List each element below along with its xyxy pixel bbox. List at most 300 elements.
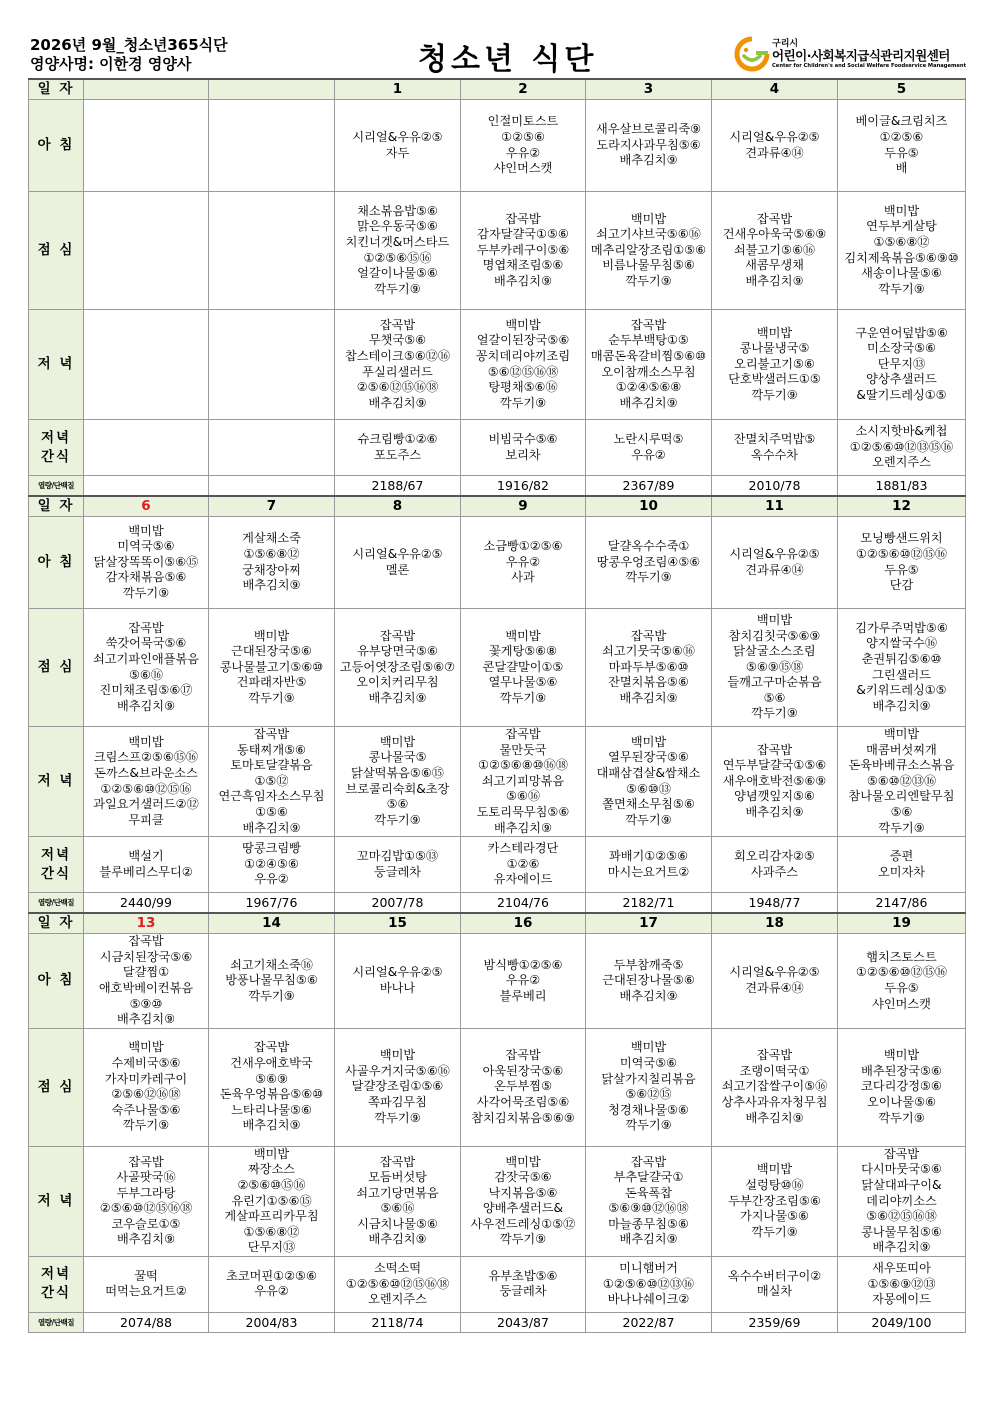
menu-item: 매콤돈육갈비찜⑤⑥⑩ (590, 348, 707, 363)
breakfast-row (29, 517, 966, 609)
menu-item: ⑤⑥⑯ (505, 789, 541, 804)
breakfast-label (29, 100, 84, 192)
breakfast-cell (335, 517, 461, 609)
menu-item: 오리불고기⑤⑥ (734, 356, 815, 371)
menu-item: 꼬마김밥①⑤⑬ (356, 849, 439, 864)
menu-item: 모닝빵샌드위치 (860, 531, 943, 546)
menu-item: 소금빵①②⑤⑥ (483, 539, 563, 554)
lunch-cell (335, 192, 461, 310)
dinner-cell (461, 310, 586, 420)
breakfast-cell (209, 100, 335, 192)
menu-item: 도라지사과무침⑤⑥ (596, 137, 701, 152)
menu-item: 깍두기⑨ (248, 988, 295, 1003)
row-label-text: 열량/단백질 (38, 1317, 74, 1327)
row-label-text: 저 녁 (37, 356, 75, 372)
dinner-cell (335, 727, 461, 837)
menu-item: 깍두기⑨ (878, 281, 925, 296)
snack-cell (586, 837, 712, 893)
breakfast-cell (84, 100, 209, 192)
menu-item: 근대된장국⑤⑥ (231, 644, 312, 659)
menu-item: 마파두부⑤⑥⑩ (608, 659, 689, 674)
dinner-label (29, 1146, 84, 1256)
menu-item: 백미밥 (630, 734, 667, 749)
menu-item: 배추김치⑨ (116, 1232, 176, 1247)
menu-item: 잡곡밥 (505, 727, 541, 741)
row-label-text: 점 심 (37, 242, 75, 258)
menu-item: 미니햄버거 (619, 1260, 678, 1275)
lunch-cell (712, 609, 838, 727)
menu-item: 노란시루떡⑤ (613, 431, 684, 446)
menu-item: ⑤⑥⑩⑬ (626, 781, 671, 796)
logo-english-name: Center for Children's and Social Welfare Foodservice Management (772, 63, 967, 69)
snack-cell (209, 1256, 335, 1312)
menu-item: 증편 (889, 849, 914, 864)
calorie-protein-value: 2118/74 (335, 1312, 461, 1332)
menu-item: 소떡소떡 (373, 1260, 422, 1275)
breakfast-cell (209, 934, 335, 1029)
menu-item: 쇠고기채소죽⑯ (230, 957, 313, 972)
menu-item: 잡곡밥 (128, 620, 164, 635)
menu-item: 우유② (254, 872, 289, 887)
smile-logo-icon (734, 36, 770, 72)
day-number: 8 (335, 496, 461, 517)
menu-item: 견과류④⑭ (745, 145, 804, 160)
calorie-protein-value: 2049/100 (838, 1312, 966, 1332)
menu-item: 가자미카레구이 (104, 1071, 188, 1086)
calorie-protein-value: 2074/88 (84, 1312, 209, 1332)
dinner-cell (586, 1146, 712, 1256)
breakfast-cell (335, 934, 461, 1029)
menu-item: 조랭이떡국① (739, 1063, 810, 1078)
lunch-cell (461, 1028, 586, 1146)
menu-item: 밤식빵①②⑤⑥ (483, 957, 563, 972)
menu-item: 백설기 (128, 849, 164, 864)
snack-cell (209, 420, 335, 476)
menu-item: ⑤⑥ (763, 690, 786, 705)
day-number: 2 (461, 79, 586, 100)
menu-item: ①②⑤⑥⑩⑫⑮⑯ (855, 965, 948, 980)
menu-item: 진미채조림⑤⑥⑰ (99, 683, 193, 698)
menu-item: 김가루주먹밥⑤⑥ (855, 620, 948, 635)
menu-item: 배추김치⑨ (242, 1118, 301, 1133)
menu-item: 쫄면채소무침⑤⑥ (602, 797, 695, 812)
menu-item: 유린기①⑤⑥⑮ (231, 1193, 312, 1208)
breakfast-cell (84, 517, 209, 609)
dinner-cell (712, 310, 838, 420)
menu-item: 건새우아욱국⑤⑥⑨ (722, 227, 827, 242)
calorie-protein-value: 2043/87 (461, 1312, 586, 1332)
menu-item: 사과주스 (750, 864, 799, 879)
lunch-cell (712, 192, 838, 310)
menu-item: ①②⑤⑥⑩⑫⑮⑯ (100, 781, 192, 796)
day-label (29, 913, 84, 934)
day-number: 6 (84, 496, 209, 517)
menu-item: 카스테라경단 (487, 841, 559, 856)
menu-item: 깍두기⑨ (625, 273, 672, 288)
menu-item: 느타리나물⑤⑥ (231, 1102, 312, 1117)
breakfast-cell (838, 934, 966, 1029)
menu-item: 배 (895, 161, 908, 176)
weekly-menu-table (28, 78, 966, 1333)
row-label-text: 일 자 (37, 498, 75, 514)
menu-item: 달걀옥수수죽① (607, 539, 690, 554)
menu-item: 깍두기⑨ (374, 281, 421, 296)
menu-item: 배추김치⑨ (493, 820, 553, 835)
menu-item: 바나나쉐이크② (607, 1292, 690, 1307)
lunch-cell (838, 192, 966, 310)
menu-item: 배추김치⑨ (619, 690, 678, 705)
menu-item: 배추김치⑨ (619, 395, 678, 410)
menu-item: 낙지볶음⑤⑥ (488, 1185, 558, 1200)
snack-cell (335, 837, 461, 893)
lunch-cell (84, 192, 209, 310)
menu-item: 고등어엿장조림⑤⑥⑦ (339, 659, 456, 674)
menu-item: 배추된장국⑤⑥ (861, 1063, 942, 1078)
menu-item: 깍두기⑨ (625, 812, 672, 827)
lunch-cell (84, 609, 209, 727)
menu-item: 두부간장조림⑤⑥ (728, 1193, 821, 1208)
menu-item: 메추리알장조림①⑤⑥ (590, 242, 707, 257)
menu-item: 백미밥 (505, 1154, 541, 1169)
menu-item: 건파래자반⑤ (236, 675, 307, 690)
calorie-protein-value: 1881/83 (838, 476, 966, 497)
menu-item: 닭살장똑똑이⑤⑥⑮ (93, 554, 199, 569)
menu-item: 명엽채조림⑤⑥ (482, 258, 564, 273)
menu-item: 초코머핀①②⑤⑥ (226, 1268, 317, 1283)
menu-item: 백미밥 (756, 612, 793, 627)
snack-cell (712, 1256, 838, 1312)
menu-item: 깍두기⑨ (751, 706, 798, 721)
menu-item: 얼갈이된장국⑤⑥ (476, 333, 570, 348)
row-label-text: 열량/단백질 (38, 481, 74, 490)
calorie-protein-value (84, 476, 209, 497)
menu-item: 근대된장나물⑤⑥ (602, 973, 695, 988)
menu-item: 잡곡밥 (128, 1154, 164, 1169)
menu-item: 잡곡밥 (253, 727, 290, 741)
menu-item: 멜론 (385, 562, 410, 577)
menu-item: 배추김치⑨ (116, 698, 176, 713)
snack-cell (335, 420, 461, 476)
menu-item: 설렁탕⑩⑯ (745, 1177, 804, 1192)
dinner-row (29, 1146, 966, 1256)
menu-item: 백미밥 (883, 1048, 920, 1063)
menu-item: 두유⑤ (884, 980, 919, 995)
menu-item: 시리얼&우유②⑤ (352, 546, 443, 561)
row-label-text: 저녁 (40, 429, 72, 446)
menu-item: 새우애호박전⑤⑥⑨ (722, 773, 827, 788)
menu-item: 마시는요거트② (607, 864, 690, 879)
menu-item: 배추김치⑨ (368, 395, 427, 410)
menu-item: 둥글레차 (373, 864, 422, 879)
menu-item: 닭살가지칠리볶음 (601, 1071, 696, 1086)
menu-item: 오미자차 (877, 864, 926, 879)
menu-item: 달걀장조림①⑤⑥ (351, 1079, 444, 1094)
row-label-text: 일 자 (37, 915, 75, 932)
dinner-row (29, 310, 966, 420)
calorie-protein-value: 1967/76 (209, 893, 335, 914)
menu-item: 오렌지주스 (872, 455, 931, 470)
menu-item: 백미밥 (128, 1040, 164, 1055)
day-number: 4 (712, 79, 838, 100)
row-label-text: 점 심 (37, 1078, 75, 1095)
menu-item: 잔멸치주먹밥⑤ (733, 431, 816, 446)
menu-item: 잡곡밥 (630, 317, 667, 332)
menu-item: 돈까스&브라운소스 (94, 765, 198, 780)
menu-item: 닭살떡볶음⑤⑥⑮ (351, 765, 444, 780)
snack-row (29, 837, 966, 893)
menu-item: 꽈배기①②⑤⑥ (608, 849, 689, 864)
menu-item: 미소장국⑤⑥ (867, 341, 936, 356)
menu-item: 대패삼겹살&쌈채소 (596, 765, 701, 780)
menu-item: 깍두기⑨ (751, 1224, 798, 1239)
menu-item: 깍두기⑨ (499, 1232, 547, 1247)
menu-item: 도토리묵무침⑤⑥ (476, 804, 570, 819)
menu-item: ②⑤⑥⑩⑮⑯ (237, 1177, 306, 1192)
menu-item: 깍두기⑨ (248, 690, 295, 705)
lunch-cell (461, 192, 586, 310)
header-info (30, 36, 228, 74)
menu-item: 무챗국⑤⑥ (368, 333, 427, 348)
menu-item: 양념깻잎지⑤⑥ (734, 789, 815, 804)
calorie-protein-value (209, 476, 335, 497)
menu-item: ⑤⑥⑫⑮⑯⑱ (866, 1209, 937, 1224)
menu-item: 단감 (889, 578, 914, 593)
lunch-cell (335, 1028, 461, 1146)
day-label (29, 79, 84, 100)
snack-cell (461, 1256, 586, 1312)
breakfast-cell (712, 517, 838, 609)
menu-item: 쇠고기샤브국⑤⑥⑯ (596, 227, 701, 242)
menu-item: 백미밥 (128, 734, 164, 749)
menu-item: 새콤무생채 (745, 258, 804, 273)
menu-item: 게살채소죽 (242, 531, 301, 546)
calorie-protein-value: 2147/86 (838, 893, 966, 914)
menu-item: 토마토달걀볶음 (230, 758, 313, 773)
menu-item: 잡곡밥 (379, 628, 416, 643)
menu-item: 블루베리 (499, 988, 547, 1003)
menu-item: 자몽에이드 (872, 1292, 931, 1307)
menu-item: 돈육바베큐소스볶음 (848, 758, 955, 773)
menu-item: 배추김치⑨ (116, 1012, 176, 1027)
menu-item: 미역국⑤⑥ (619, 1056, 678, 1071)
menu-item: 사골우거지국⑤⑥⑯ (345, 1063, 450, 1078)
menu-item: ①⑤⑫ (254, 773, 289, 788)
menu-item: 달걀찜① (122, 965, 170, 980)
menu-item: 배추김치⑨ (745, 1110, 804, 1125)
menu-item: 시리얼&우유②⑤ (352, 129, 443, 144)
dinner-cell (335, 1146, 461, 1256)
menu-item: 쑥갓어묵국⑤⑥ (105, 636, 187, 651)
menu-item: 단무지⑬ (877, 356, 926, 371)
snack-cell (586, 420, 712, 476)
menu-item: 얼갈이나물⑤⑥ (357, 266, 438, 281)
menu-item: 푸실리샐러드 (362, 364, 433, 379)
calorie-protein-value: 2007/78 (335, 893, 461, 914)
menu-item: &키위드레싱①⑤ (856, 683, 947, 698)
menu-item: ⑤⑥⑨ (255, 1071, 288, 1086)
calorie-protein-value: 2104/76 (461, 893, 586, 914)
row-label-text: 간식 (40, 1285, 72, 1302)
menu-item: 깍두기⑨ (499, 395, 547, 410)
menu-item: ⑤⑥⑨⑮⑱ (745, 659, 804, 674)
menu-item: 깍두기⑨ (122, 1118, 170, 1133)
menu-item: 수제비국⑤⑥ (111, 1056, 181, 1071)
menu-item: 새우또띠아 (872, 1260, 931, 1275)
menu-item: 미역국⑤⑥ (117, 539, 175, 554)
dinner-cell (712, 1146, 838, 1256)
center-logo (734, 36, 967, 76)
menu-item: 사골팟국⑯ (116, 1170, 176, 1185)
calorie-row (29, 1312, 966, 1332)
breakfast-label (29, 517, 84, 609)
menu-item: 깍두기⑨ (499, 690, 547, 705)
menu-item: 잡곡밥 (756, 742, 793, 757)
menu-item: 유부당면국⑤⑥ (357, 644, 438, 659)
day-number: 17 (586, 913, 712, 934)
lunch-cell (209, 192, 335, 310)
menu-item: 돈육우엉볶음⑤⑥⑩ (219, 1087, 324, 1102)
menu-item: ①②④⑤⑥ (244, 856, 299, 871)
menu-item: 깍두기⑨ (122, 585, 170, 600)
menu-item: 감잣국⑤⑥ (494, 1170, 552, 1185)
menu-item: 두부그라탕 (116, 1185, 176, 1200)
day-number: 12 (838, 496, 966, 517)
dinner-cell (84, 1146, 209, 1256)
menu-item: 배추김치⑨ (872, 698, 931, 713)
menu-item: 단호박샐러드①⑤ (728, 372, 821, 387)
menu-item: 샤인머스캣 (493, 161, 553, 176)
menu-item: 부추달걀국① (613, 1170, 684, 1185)
menu-item: 찹스테이크⑤⑥⑫⑯ (344, 348, 451, 363)
dinner-cell (586, 310, 712, 420)
lunch-cell (586, 1028, 712, 1146)
day-number: 19 (838, 913, 966, 934)
calorie-protein-value: 2004/83 (209, 1312, 335, 1332)
menu-item: 쇠고기파인애플볶음 (93, 651, 199, 666)
menu-item: 잡곡밥 (253, 1040, 290, 1055)
snack-row (29, 420, 966, 476)
row-label-text: 저녁 (40, 1266, 72, 1283)
day-number: 9 (461, 496, 586, 517)
dietitian-name: 영양사명: 이한경 영양사 (30, 55, 192, 73)
calorie-row (29, 893, 966, 914)
menu-item: 배추김치⑨ (619, 1232, 678, 1247)
menu-item: 단무지⑬ (247, 1240, 296, 1255)
breakfast-cell (209, 517, 335, 609)
menu-item: 두유⑤ (884, 145, 919, 160)
row-label-text: 저녁 (40, 846, 72, 863)
menu-item: 땅콩크림빵 (242, 841, 301, 856)
menu-item: 회오리감자②⑤ (734, 849, 815, 864)
menu-item: ①⑤⑥⑧⑫ (243, 1224, 300, 1239)
day-row (29, 913, 966, 934)
menu-item: 감자채볶음⑤⑥ (105, 570, 187, 585)
menu-item: 배추김치⑨ (872, 1240, 931, 1255)
day-row (29, 79, 966, 100)
menu-item: ①②⑤⑥⑧⑩⑯⑱ (478, 758, 568, 773)
calorie-protein-value: 1948/77 (712, 893, 838, 914)
breakfast-cell (712, 934, 838, 1029)
menu-item: 쪽파김무침 (368, 1095, 427, 1110)
menu-item: 백미밥 (630, 211, 667, 226)
lunch-cell (712, 1028, 838, 1146)
menu-item: 브로콜리숙회&초장 (345, 781, 450, 796)
menu-item: 백미밥 (379, 1048, 416, 1063)
menu-item: ⑤⑥⑯ (128, 667, 164, 682)
menu-item: 치킨너겟&머스타드 (345, 234, 450, 249)
dinner-cell (209, 1146, 335, 1256)
menu-item: 아욱된장국⑤⑥ (482, 1063, 564, 1078)
menu-item: ①②⑤⑥⑮⑯ (363, 250, 432, 265)
snack-cell (838, 420, 966, 476)
menu-item: 시리얼&우유②⑤ (729, 546, 820, 561)
menu-item: 맑은우동국⑤⑥ (357, 219, 438, 234)
menu-item: ⑤⑥⑫⑮ (625, 1087, 672, 1102)
dinner-cell (461, 727, 586, 837)
menu-item: 양배추샐러드& (482, 1201, 564, 1216)
calorie-protein-value: 2359/69 (712, 1312, 838, 1332)
breakfast-cell (461, 517, 586, 609)
menu-item: 잡곡밥 (630, 628, 667, 643)
menu-item: 깍두기⑨ (625, 570, 672, 585)
menu-item: 콩나물무침⑤⑥ (861, 1224, 942, 1239)
dinner-cell (84, 310, 209, 420)
menu-item: 물만둣국 (499, 742, 547, 757)
menu-item: ⑤⑥ (890, 804, 913, 819)
menu-item: ①②⑤⑥ (879, 129, 924, 144)
snack-cell (712, 420, 838, 476)
page-title: 청소년 식단 (418, 42, 598, 77)
menu-item: 감자달걀국①⑤⑥ (477, 227, 569, 242)
calorie-label (29, 476, 84, 497)
menu-item: 숙주나물⑤⑥ (111, 1102, 181, 1117)
menu-item: ①②⑤⑥⑩⑫⑮⑯⑱ (345, 1276, 450, 1291)
menu-item: 비빔국수⑤⑥ (488, 431, 558, 446)
menu-item: 연두부달걀국①⑤⑥ (722, 758, 827, 773)
menu-item: 방풍나물무침⑤⑥ (225, 973, 318, 988)
menu-item: 꽁치데리야끼조림 (475, 348, 571, 363)
dinner-row (29, 727, 966, 837)
menu-item: 돈육폭찹 (624, 1185, 673, 1200)
menu-item: 백미밥 (128, 523, 164, 538)
menu-item: ②⑤⑥⑫⑯⑱ (111, 1087, 181, 1102)
menu-item: 닭살대파구이& (861, 1177, 942, 1192)
snack-cell (84, 1256, 209, 1312)
menu-item: 궁채장아찌 (242, 562, 301, 577)
menu-item: 시금치된장국⑤⑥ (99, 949, 193, 964)
calorie-protein-value: 1916/82 (461, 476, 586, 497)
menu-item: 참나물오리엔탈무침 (848, 789, 955, 804)
menu-item: 잔멸치볶음⑤⑥ (608, 675, 689, 690)
menu-item: &딸기드레싱①⑤ (856, 387, 947, 402)
menu-item: 콩나물국⑤ (368, 750, 427, 765)
menu-item: 샤인머스캣 (872, 996, 931, 1011)
lunch-row (29, 192, 966, 310)
lunch-cell (838, 609, 966, 727)
menu-item: 잡곡밥 (379, 1154, 416, 1169)
breakfast-cell (84, 934, 209, 1029)
menu-item: 오이치커리무침 (356, 675, 439, 690)
snack-cell (84, 420, 209, 476)
dinner-cell (84, 727, 209, 837)
menu-item: ⑤⑥⑨⑩⑫⑯⑱ (608, 1201, 689, 1216)
menu-item: 잡곡밥 (128, 934, 164, 949)
breakfast-cell (461, 934, 586, 1029)
menu-item: 백미밥 (505, 317, 541, 332)
menu-item: 코우슬로①⑤ (111, 1216, 181, 1231)
menu-item: ⑤⑥⑫⑮⑯⑱ (487, 364, 559, 379)
day-number (209, 79, 335, 100)
